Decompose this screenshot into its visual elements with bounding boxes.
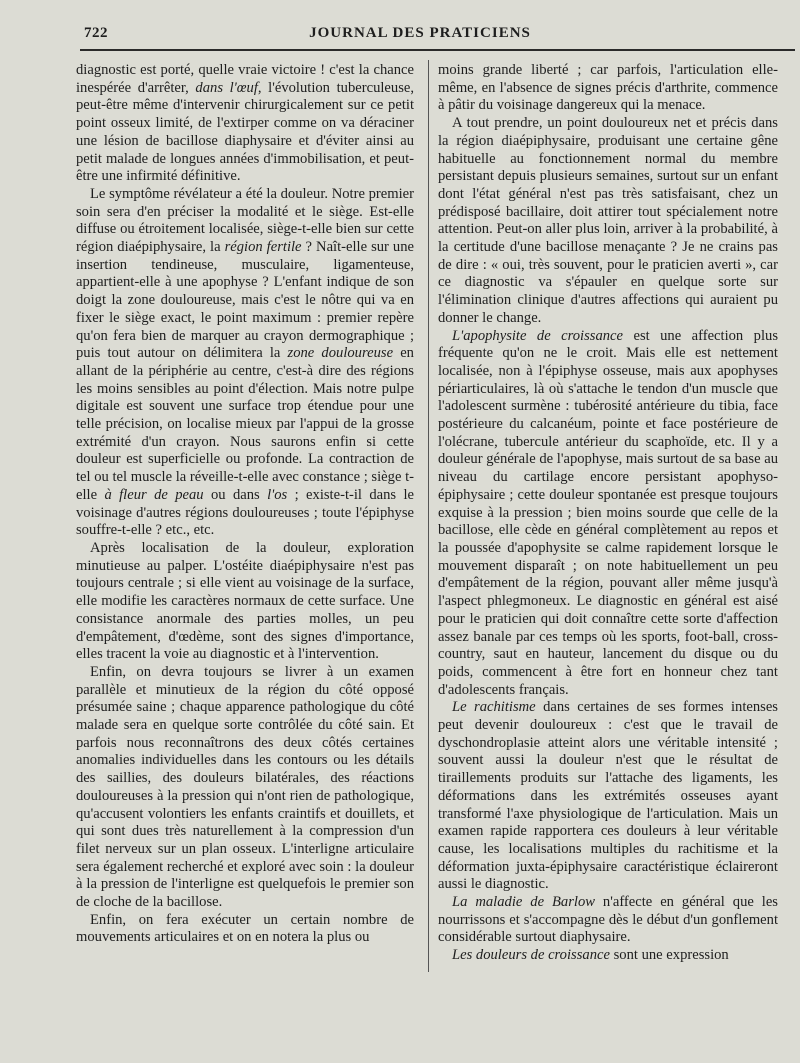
paragraph [76,664,414,912]
text-run: Enfin, on fera exécuter un certain nombre de mouvements articulaires et on en notera la plus ou [76,911,414,946]
page-number: 722 [84,25,108,41]
italic-text: région fertile [224,239,302,256]
journal-title: JOURNAL DES PRATICIENS [309,25,531,41]
paragraph [438,328,778,700]
text-run: est une affection plus fréquente qu'on ne le croit. Mais elle est nettement localisée, non à l'épiphyse osseuse, mais aux apophyses périarticulaires, là où s'attache le tendon d'un muscle que l'adolescent surmène : tubérosité antérieure du tibia, face postérieure du calcanéum, pointe et face postérieure de l'olécrane, tubercule antérieur du scaphoïde, etc. Il y a douleur générale de l'apophyse, mais surtout de sa base au niveau du cartilage encore persistant apophyso-épiphysaire ; cette douleur spontanée est presque toujours exquise à la pression ; bien moins sourde que celle de la bacillose, elle cède en général complètement au repos et la poussée d'apophysite se calme rapidement lorsque le mouvement disparaît ; on note habituellement un peu d'empâtement de la région, pouvant aller même jusqu'à l'aspect phlegmoneux. Le diagnostic en général est aisé pour le praticien qui doit connaître cette sorte d'affection assez banale par ces temps où les sports, foot-ball, cross-country, saut en hauteur, lancement du disque ou du poids, commencent à être fort en honneur chez tant d'adolescents français. [438,327,778,698]
text-run: Enfin, on devra toujours se livrer à un examen parallèle et minutieux de la région du côté opposé présumée saine ; chaque apparence pathologique du côté malade sera en quelque sorte contrôlée du côté sain. Et parfois nous reconnaîtrons des deux côtés certaines anomalies individuelles dans les contours ou les détails des saillies, des douleurs bilatérales, des réactions douloureuses à la pression qui n'ont rien de pathologique, qu'accusent volontiers les enfants craintifs et douillets, et qui sont dues très naturellement à la compression d'un filet nerveux sur un plan osseux. L'interligne articulaire sera également recherché et exploré avec soin : la douleur à la pression de l'interligne est quelquefois le premier son de cloche de la bacillose. [76,663,414,911]
paragraph [438,62,778,115]
paragraph [76,186,414,540]
paragraph [76,912,414,947]
text-run: ou dans [203,486,268,503]
text-run: diagnostic est porté, quelle vraie victoire ! c'est la chance inespérée d'arrêter, [76,62,414,96]
italic-text: Les douleurs de croissance [452,947,610,964]
text-run: A tout prendre, un point douloureux net et précis dans la région diaépiphysaire, produisant une certaine gêne habituelle au fonctionnement normal du membre persistant depuis plusieurs semaines, surtout sur un enfant dont l'état général n'est pas très satisfaisant, chez un prédisposé bacillaire, doit attirer tout spécialement notre attention. Peut-on aller plus loin, arriver à la probabilité, à la certitude d'une bacillose menaçante ? Je ne crains pas de dire : « oui, très souvent, pour le praticien averti », car ce diagnostic va s'épauler en quelque sorte sur l'élimination clinique d'autres affections qui auraient pu donner le change. [438,115,778,326]
paragraph [76,62,414,186]
text-run: dans certaines de ses formes intenses peut devenir douloureux : c'est que le travail de dyschondroplasie atteint alors une véritable intensité ; souvent aussi la douleur n'est que le résultat de tiraillements produits sur l'attache des ligaments, les déformations dans les extrémités osseuses ayant transformé l'axe physiologique de l'articulation. Mais un examen rapide rapportera ces douleurs à leur véritable cause, les localisations multiples du rachitisme et la déformation juxta-épiphysaire caractéristique éclaireront aussi le diagnostic. [438,699,778,893]
right-column [438,62,778,965]
italic-text: l'os [267,486,288,503]
text-run: en allant de la périphérie au centre, c'est-à dire des régions les moins sensibles au point d'élection. Mais notre pulpe digitale est souvent une surface trop étendue pour une telle précision, on localise mieux par l'appui de la grosse extrémité d'un crayon. Nous saurons enfin si cette douleur est superficielle ou profonde. La contraction de tel ou tel muscle la réveille-t-elle avec constance ; siège t-elle [76,345,414,503]
text-run: ; existe-t-il dans le voisinage d'autres régions douloureuses ; toute l'épiphyse souffre-t-elle ? etc., etc. [76,486,415,539]
paragraph [438,947,778,965]
page-header [0,0,800,56]
text-run: Après localisation de la douleur, exploration minutieuse au palper. L'ostéite diaépiphysaire n'est pas toujours centrale ; si elle vient au voisinage de la surface, elle modifie les caractères normaux de cette surface. Une consistance anormale des parties molles, un peu d'empâtement, d'œdème, sont des signes d'importance, elles tracent la voie au diagnostic et à l'intervention. [76,539,414,663]
italic-text: dans l'œuf [195,79,258,96]
paragraph [438,894,778,947]
paragraph [76,540,414,664]
italic-text: Le rachitisme [452,699,536,716]
italic-text: La maladie de Barlow [452,894,595,911]
paragraph [438,115,778,327]
italic-text: zone douloureuse [287,345,394,362]
text-run: ? Naît-elle sur une insertion tendineuse, musculaire, ligamenteuse, appartient-elle à une apophyse ? L'enfant indique de son doigt la zone douloureuse, mais c'est le nôtre qui va en fixer le siège exact, le point maximum : premier repère qu'on fera bien de marquer au crayon dermographique ; puis tout autour on délimitera la [76,239,414,362]
column-divider [428,60,429,972]
text-run: n'affecte en général que les nourrissons et s'accompagne dès le début d'un gonflement considérable surtout diaphysaire. [438,894,778,946]
paragraph [438,699,778,894]
left-column [76,62,414,947]
text-run: moins grande liberté ; car parfois, l'articulation elle-même, en l'absence de signes précis d'arthrite, commence à pâtir du voisinage dangereux qui la menace. [438,62,778,114]
text-run: sont une expression [609,947,729,964]
text-run: , l'évolution tuberculeuse, peut-être même d'intervenir chirurgicalement sur ce petit point osseux limité, de l'extirper comme on va déraciner une lésion de bacillose diaphysaire et d'éviter ainsi au petit malade de longues années d'immobilisation, et peut-être une infirmité définitive. [76,79,415,185]
text-run: Le symptôme révélateur a été la douleur. Notre premier soin sera d'en préciser la modalité et le siège. Est-elle diffuse ou étroitement localisée, siège-t-elle bien sur cette région diaépiphysaire, la [76,185,414,256]
italic-text: à fleur de peau [104,486,204,503]
header-rule [80,49,795,51]
italic-text: L'apophysite de croissance [452,327,624,344]
